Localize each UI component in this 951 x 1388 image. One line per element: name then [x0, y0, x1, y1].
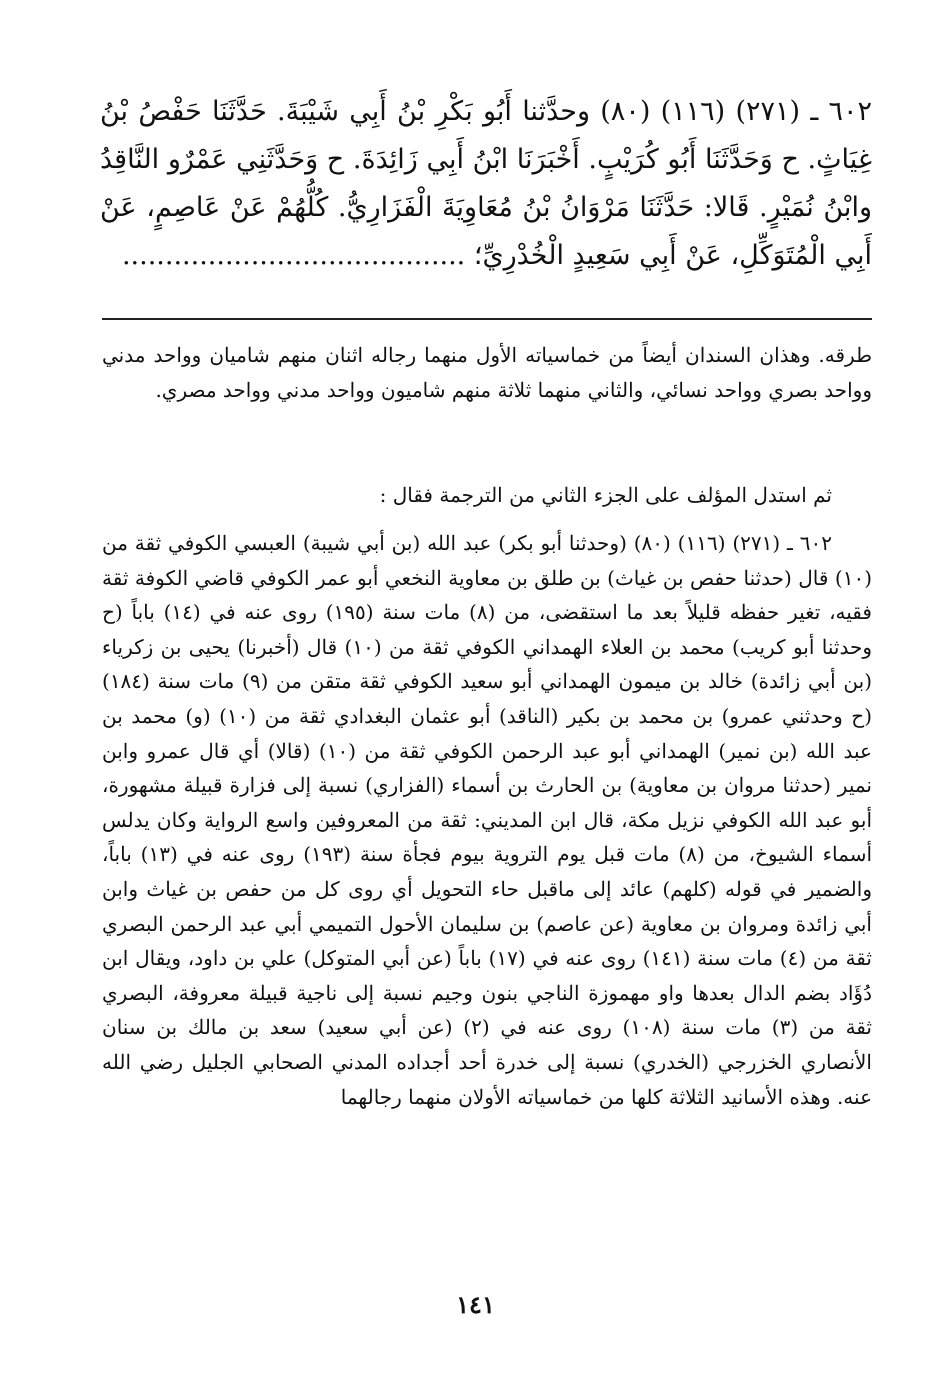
- commentary-transition-paragraph: ثم استدل المؤلف على الجزء الثاني من الترجمة فقال :: [379, 483, 832, 507]
- hadith-text: [100, 88, 872, 288]
- commentary-intro-paragraph: طرقه. وهذان السندان أيضاً من خماسياته الأول منهما رجاله اثنان منهم شاميان وواحد مدني وواحد بصري وواحد نسائي، والثاني منهما ثلاثة منهم شاميون وواحد مدني وواحد مصري.: [102, 343, 872, 402]
- commentary-block: [102, 338, 872, 1278]
- commentary-main-paragraph: ٦٠٢ ـ (٢٧١) (١١٦) (٨٠) (وحدثنا أبو بكر) عبد الله (بن أبي شيبة) العبسي الكوفي ثقة من (١٠) قال (حدثنا حفص بن غياث) بن طلق بن معاوية النخعي أبو عمر الكوفي قاضي الكوفة ثقة فقيه، تغير حفظه قليلاً بعد ما استقضى، من (٨) مات سنة (١٩٥) روى عنه في (١٤) باباً (ح وحدثنا أبو كريب) محمد بن العلاء الهمداني الكوفي ثقة من (١٠) قال (أخبرنا) يحيى بن زكرياء (بن أبي زائدة) خالد بن ميمون الهمداني أبو سعيد الكوفي ثقة متقن من (٩) مات سنة (١٨٤) (ح وحدثني عمرو) بن محمد بن بكير (الناقد) أبو عثمان البغدادي ثقة من (١٠) (و) محمد بن عبد الله (بن نمير) الهمداني أبو عبد الرحمن الكوفي ثقة من (١٠) (قالا) أي قال عمرو وابن نمير (حدثنا مروان بن معاوية) بن الحارث بن أسماء (الفزاري) نسبة إلى فزارة قبيلة مشهورة، أبو عبد الله الكوفي نزيل مكة، قال ابن المديني: ثقة من المعروفين واسع الرواية وكان يدلس أسماء الشيوخ، من (٨) مات قبل يوم التروية بيوم فجأة سنة (١٩٣) روى عنه في (١٣) باباً، والضمير في قوله (كلهم) عائد إلى ماقبل حاء التحويل أي روى كل من حفص بن غياث وابن أبي زائدة ومروان بن معاوية (عن عاصم) بن سليمان الأحول التميمي أبي عبد الرحمن البصري ثقة من (٤) مات سنة (١٤١) روى عنه في (١٧) باباً (عن أبي المتوكل) علي بن داود، ويقال ابن دُؤَاد بضم الدال بعدها واو مهموزة الناجي بنون وجيم نسبة إلى ناجية قبيلة معروفة، البصري ثقة من (٣) مات سنة (١٠٨) روى عنه في (٢) (عن أبي سعيد) سعد بن مالك بن سنان الأنصاري الخزرجي (الخدري) نسبة إلى خدرة أحد أجداده المدني الصحابي الجليل رضي الله عنه. وهذه الأسانيد الثلاثة كلها من خماسياته الأولان منهما رجالهما: [102, 531, 872, 1109]
- hadith-text-block: [100, 88, 872, 288]
- page-number: ١٤١: [456, 1290, 495, 1319]
- footnote-separator-rule: [102, 318, 872, 320]
- hadith-trailing-dots: ........................................: [121, 240, 466, 271]
- hadith-body: ٦٠٢ ـ (٢٧١) (١١٦) (٨٠) وحدَّثنا أَبُو بَكْرِ بْنُ أَبِي شَيْبَةَ. حَدَّثَنَا حَفْصُ بْنُ غِيَاثٍ. ح وَحَدَّثَنَا أَبُو كُرَيْبٍ. أَخْبَرَنَا ابْنُ أَبِي زَائِدَةَ. ح وَحَدَّثَنِي عَمْرٌو النَّاقِدُ وابْنُ نُمَيْرٍ. قَالا: حَدَّثَنَا مَرْوَانُ بْنُ مُعَاوِيَةَ الْفَزَارِيُّ. كُلُّهُمْ عَنْ عَاصِمٍ، عَنْ أَبِي الْمُتَوَكِّلِ، عَنْ أَبِي سَعِيدٍ الْخُدْرِيِّ؛: [100, 96, 872, 271]
